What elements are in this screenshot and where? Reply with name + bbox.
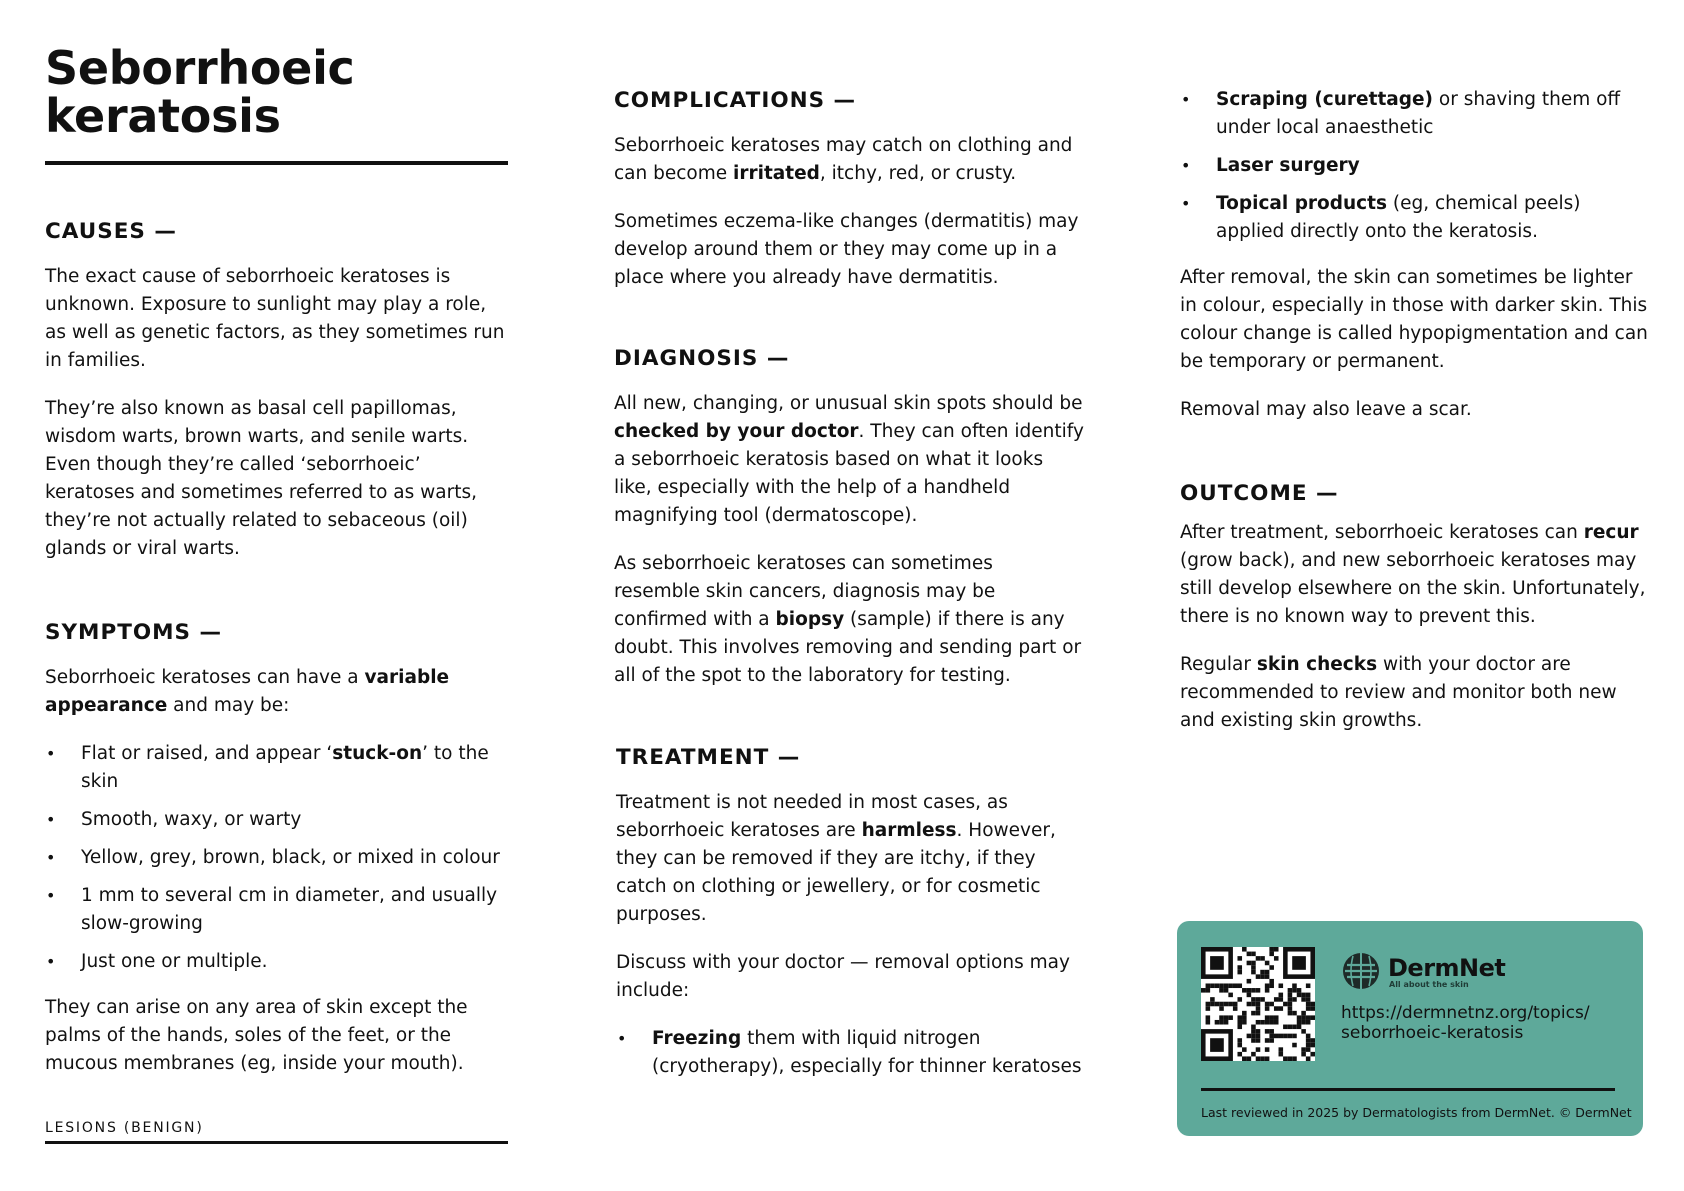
causes-heading: CAUSES —	[45, 219, 177, 244]
dermnet-logo	[1341, 951, 1581, 991]
symptoms-intro: Seborrhoeic keratoses can have a variable appearance and may be:	[45, 667, 450, 716]
dermnet-logo-icon	[1341, 951, 1381, 991]
dermnet-tagline: All about the skin	[1389, 980, 1469, 989]
section-causes	[45, 219, 510, 583]
dermnet-brand: DermNet	[1388, 954, 1506, 982]
section-outcome	[1180, 481, 1650, 755]
treatment-paragraph-3: After removal, the skin can sometimes be lighter in colour, especially in those with darker skin. This colour change is called hypopigmentation and can be temporary or permanent.	[1180, 267, 1648, 372]
title-divider	[45, 161, 508, 165]
list-item: • Yellow, grey, brown, black, or mixed in colour	[45, 844, 510, 872]
diagnosis-paragraph-1: All new, changing, or unusual skin spots should be checked by your doctor. They can often identify a seborrhoeic keratosis based on what it looks like, especially with the help of a handheld magnifying tool (dermatoscope).	[614, 393, 1084, 526]
complications-paragraph-2: Sometimes eczema-like changes (dermatitis) may develop around them or they may come up in a place where you already have dermatitis.	[614, 211, 1079, 288]
causes-paragraph-1: The exact cause of seborrhoeic keratoses is unknown. Exposure to sunlight may play a role, as well as genetic factors, as they sometimes run in families.	[45, 266, 505, 371]
treatment-paragraph-2: Discuss with your doctor — removal options may include:	[616, 952, 1070, 1001]
outcome-paragraph-1: After treatment, seborrhoeic keratoses can recur (grow back), and new seborrhoeic keratoses may still develop elsewhere on the skin. Unfortunately, there is no known way to prevent this.	[1180, 522, 1646, 627]
list-item: • Just one or multiple.	[45, 948, 510, 976]
complications-heading: COMPLICATIONS —	[614, 88, 857, 113]
list-item: • Flat or raised, and appear ‘stuck-on’ to the skin	[45, 740, 510, 796]
list-item: • Topical products (eg, chemical peels) applied directly onto the keratosis.	[1180, 190, 1650, 246]
treatment-heading: TREATMENT —	[616, 745, 801, 770]
section-treatment	[616, 745, 1086, 1099]
section-complications	[614, 88, 1084, 312]
outcome-paragraph-2: Regular skin checks with your doctor are recommended to review and monitor both new and existing skin growths.	[1180, 654, 1617, 731]
treatment-list	[616, 1025, 1086, 1081]
list-item: • Freezing them with liquid nitrogen (cryotherapy), especially for thinner keratoses	[616, 1025, 1086, 1081]
footer-divider	[45, 1141, 508, 1144]
outcome-heading: OUTCOME —	[1180, 481, 1339, 506]
section-diagnosis	[614, 346, 1084, 710]
footer-category-label: LESIONS (BENIGN)	[45, 1120, 204, 1136]
treatment-paragraph-1: Treatment is not needed in most cases, as seborrhoeic keratoses are harmless. However, they can be removed if they are itchy, if they catch on clothing or jewellery, or for cosmetic purposes.	[616, 792, 1056, 925]
treatment-paragraph-4: Removal may also leave a scar.	[1180, 399, 1472, 420]
complications-paragraph-1: Seborrhoeic keratoses may catch on clothing and can become irritated, itchy, red, or crusty.	[614, 135, 1073, 184]
qr-code-icon[interactable]	[1201, 947, 1315, 1061]
causes-paragraph-2: They’re also known as basal cell papillomas, wisdom warts, brown warts, and senile warts. Even though they’re called ‘seborrhoeic’ keratoses and sometimes referred to as warts, they’re not actually related to sebaceous (oil) glands or viral warts.	[45, 398, 477, 559]
symptoms-heading: SYMPTOMS —	[45, 620, 223, 645]
list-item: • Scraping (curettage) or shaving them off under local anaesthetic	[1180, 86, 1650, 142]
section-treatment-continued	[1180, 86, 1650, 444]
review-note: Last reviewed in 2025 by Dermatologists from DermNet. © DermNet	[1201, 1105, 1632, 1120]
symptoms-paragraph-end: They can arise on any area of skin except the palms of the hands, soles of the feet, or the mucous membranes (eg, inside your mouth).	[45, 997, 468, 1074]
topic-url-link[interactable]: https://dermnetnz.org/topics/ seborrhoeic-keratosis	[1341, 1003, 1590, 1043]
list-item: • Laser surgery	[1180, 152, 1650, 180]
card-divider	[1201, 1088, 1615, 1091]
symptoms-list	[45, 740, 510, 976]
list-item: • 1 mm to several cm in diameter, and usually slow-growing	[45, 882, 510, 938]
section-symptoms	[45, 620, 510, 1098]
list-item: • Smooth, waxy, or warty	[45, 806, 510, 834]
diagnosis-heading: DIAGNOSIS —	[614, 346, 790, 371]
diagnosis-paragraph-2: As seborrhoeic keratoses can sometimes resemble skin cancers, diagnosis may be confirmed with a biopsy (sample) if there is any doubt. This involves removing and sending part or all of the spot to the laboratory for testing.	[614, 553, 1082, 686]
treatment-list-continued	[1180, 86, 1650, 246]
dermnet-info-card	[1177, 921, 1643, 1136]
page-title: Seborrhoeic keratosis	[45, 41, 355, 143]
